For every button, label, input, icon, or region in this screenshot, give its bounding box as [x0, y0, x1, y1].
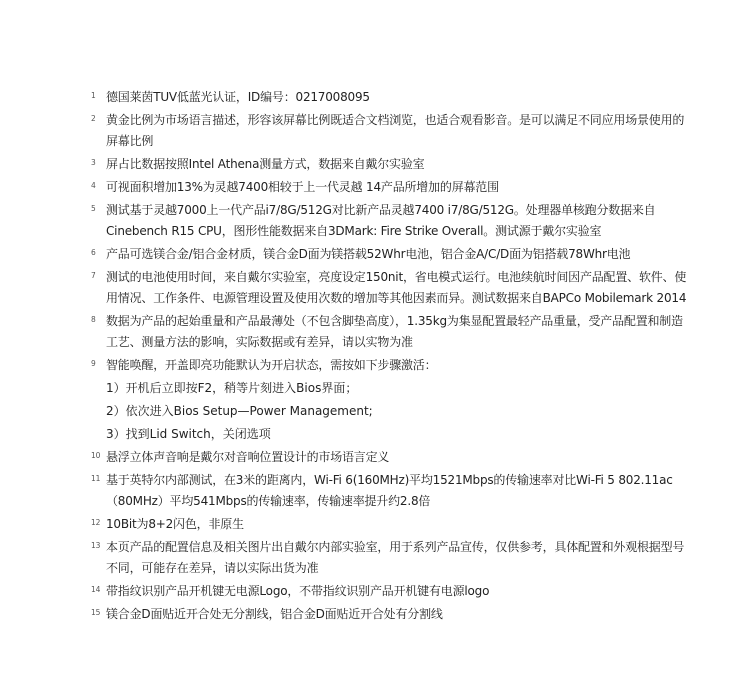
footnote-step [0, 378, 750, 399]
footnote-number: 5 [91, 204, 96, 213]
footnote-number: 9 [91, 359, 96, 368]
footnote-item [0, 267, 750, 309]
footnote-text: 可视面积增加13%为灵越7400相较于上一代灵越 14产品所增加的屏幕范围 [106, 180, 499, 194]
footnote-step-text: 3）找到Lid Switch，关闭选项 [106, 427, 271, 441]
footnote-text: 屏占比数据按照Intel Athena测量方式，数据来自戴尔实验室 [106, 157, 425, 171]
footnotes-list [0, 87, 750, 627]
footnote-item [0, 244, 750, 265]
footnote-number: 1 [91, 91, 96, 100]
footnote-number: 13 [91, 541, 101, 550]
footnote-item [0, 537, 750, 579]
footnote-step [0, 401, 750, 422]
footnote-number: 2 [91, 114, 96, 123]
footnote-step [0, 424, 750, 445]
footnote-number: 3 [91, 158, 96, 167]
footnote-item [0, 200, 750, 242]
footnote-number: 6 [91, 248, 96, 257]
footnote-text: 带指纹识别产品开机键无电源Logo，不带指纹识别产品开机键有电源logo [106, 584, 490, 598]
footnote-item [0, 581, 750, 602]
footnote-text: 镁合金D面贴近开合处无分割线，铝合金D面贴近开合处有分割线 [106, 607, 443, 621]
footnote-text: 测试的电池使用时间，来自戴尔实验室，亮度设定150nit，省电模式运行。电池续航时间因产品配置、软件、使用情况、工作条件、电源管理设置及使用次数的增加等其他因素而异。测试数据来自BAPCo Mobilemark 2014 [106, 270, 687, 305]
footnote-text: 测试基于灵越7000上一代产品i7/8G/512G对比新产品灵越7400 i7/8G/512G。处理器单核跑分数据来自Cinebench R15 CPU，图形性能数据来自3DMark: Fire Strike Overall。测试源于戴尔实验室 [106, 203, 656, 238]
footnote-number: 7 [91, 271, 96, 280]
footnote-text: 黄金比例为市场语言描述，形容该屏幕比例既适合文档浏览，也适合观看影音。是可以满足不同应用场景使用的屏幕比例 [106, 113, 685, 148]
footnote-number: 4 [91, 181, 96, 190]
footnote-text: 基于英特尔内部测试，在3米的距离内，Wi-Fi 6(160MHz)平均1521Mbps的传输速率对比Wi-Fi 5 802.11ac（80MHz）平均541Mbps的传输速率，传输速率提升约2.8倍 [106, 473, 673, 508]
footnote-text: 10Bit为8+2闪色，非原生 [106, 517, 244, 531]
footnote-item [0, 447, 750, 468]
footnote-number: 8 [91, 315, 96, 324]
footnote-text: 智能唤醒，开盖即亮功能默认为开启状态，需按如下步骤激活： [106, 358, 437, 372]
footnote-text: 产品可选镁合金/铝合金材质，镁合金D面为镁搭载52Whr电池，铝合金A/C/D面为铝搭载78Whr电池 [106, 247, 631, 261]
footnote-text: 悬浮立体声音响是戴尔对音响位置设计的市场语言定义 [106, 450, 390, 464]
footnote-text: 德国莱茵TUV低蓝光认证，ID编号：0217008095 [106, 90, 370, 104]
footnote-number: 15 [91, 608, 101, 617]
footnote-number: 11 [91, 474, 101, 483]
footnote-item [0, 110, 750, 152]
footnote-text: 数据为产品的起始重量和产品最薄处（不包含脚垫高度），1.35kg为集显配置最轻产品重量，受产品配置和制造工艺、测量方法的影响，实际数据或有差异，请以实物为准 [106, 314, 683, 349]
footnote-item [0, 311, 750, 353]
footnote-item [0, 514, 750, 535]
footnote-text: 本页产品的配置信息及相关图片出自戴尔内部实验室，用于系列产品宣传，仅供参考，具体配置和外观根据型号不同，可能存在差异，请以实际出货为准 [106, 540, 685, 575]
footnote-step-text: 1）开机后立即按F2，稍等片刻进入Bios界面； [106, 381, 358, 395]
footnote-item [0, 355, 750, 376]
footnote-item [0, 87, 750, 108]
footnote-number: 10 [91, 451, 101, 460]
footnote-number: 14 [91, 585, 101, 594]
footnote-item [0, 604, 750, 625]
footnote-item [0, 470, 750, 512]
footnote-item [0, 177, 750, 198]
footnote-item [0, 154, 750, 175]
footnote-step-text: 2）依次进入Bios Setup—Power Management; [106, 404, 373, 418]
footnote-number: 12 [91, 518, 101, 527]
